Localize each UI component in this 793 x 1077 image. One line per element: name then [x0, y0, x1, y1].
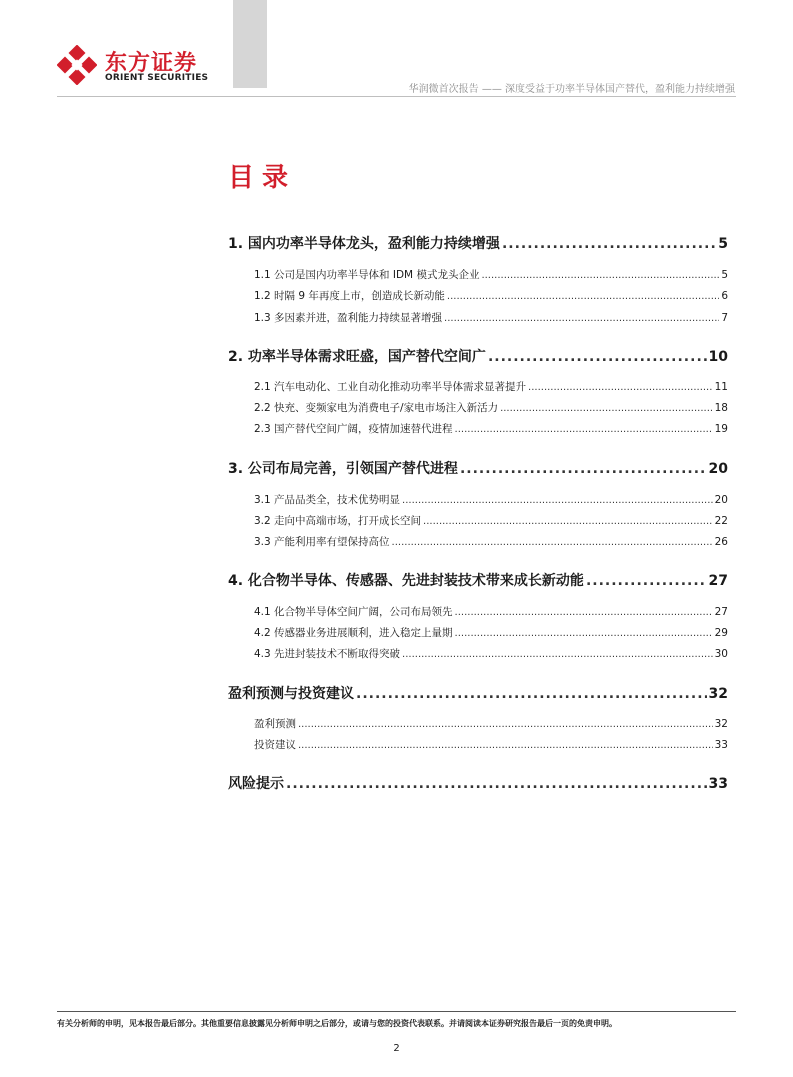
toc-entry-2-1[interactable]: [228, 379, 728, 394]
toc-leader-dots: [298, 740, 713, 751]
toc-entry-label: 1.2 时隔 9 年再度上市，创造成长新动能: [254, 290, 445, 302]
toc-entry-label: 3.1 产品品类全，技术优势明显: [254, 494, 401, 506]
toc-entry-page: 33: [714, 739, 728, 751]
toc-entry-1-3[interactable]: [228, 310, 728, 325]
toc-entry-4-2[interactable]: [228, 625, 728, 640]
toc-entry-page: 19: [714, 423, 728, 435]
toc-leader-dots: [455, 607, 713, 618]
toc-entry-label: 1.1 公司是国内功率半导体和 IDM 模式龙头企业: [254, 269, 480, 281]
header-divider: [57, 96, 736, 97]
toc-entry-page: 20: [714, 494, 728, 506]
toc-entry-page: 6: [721, 290, 728, 302]
toc-leader-dots: [500, 403, 713, 414]
toc-entry-label: 盈利预测与投资建议: [228, 686, 354, 702]
logo-english-name: ORIENT SECURITIES: [105, 73, 209, 83]
toc-entry-section-1[interactable]: [228, 233, 728, 253]
toc-entry-1-1[interactable]: [228, 267, 728, 282]
toc-leader-dots: [481, 270, 719, 281]
toc-entry-page: 5: [721, 269, 728, 281]
toc-entry-3-2[interactable]: [228, 513, 728, 528]
toc-entry-page: 5: [718, 236, 728, 252]
toc-entry-label: 2.2 快充、变频家电为消费电子/家电市场注入新活力: [254, 402, 499, 414]
toc-leader-dots: [402, 649, 713, 660]
toc-entry-label: 2. 功率半导体需求旺盛，国产替代空间广: [228, 349, 486, 365]
toc-entry-forecast[interactable]: [228, 716, 728, 731]
toc-entry-page: 26: [714, 536, 728, 548]
toc-entry-page: 10: [708, 349, 728, 365]
toc-entry-section-4[interactable]: [228, 570, 728, 590]
toc-entry-4-3[interactable]: [228, 646, 728, 661]
toc-leader-dots: [455, 628, 713, 639]
toc-entry-label: 2.1 汽车电动化、工业自动化推动功率半导体需求显著提升: [254, 381, 527, 393]
toc-entry-label: 4.2 传感器业务进展顺利，进入稳定上量期: [254, 627, 453, 639]
toc-entry-label: 4.1 化合物半导体空间广阔，公司布局领先: [254, 606, 453, 618]
toc-entry-label: 3.3 产能利用率有望保持高位: [254, 536, 390, 548]
toc-entry-2-3[interactable]: [228, 421, 728, 436]
toc-leader-dots: [423, 516, 713, 527]
toc-entry-label: 1.3 多因素并进，盈利能力持续显著增强: [254, 312, 443, 324]
toc-leader-dots: [586, 573, 707, 589]
footer-disclaimer: 有关分析师的申明，见本报告最后部分。其他重要信息披露见分析师申明之后部分，或请与您的投资代表联系。并请阅读本证券研究报告最后一页的免责申明。: [57, 1019, 617, 1028]
toc-entry-label: 投资建议: [254, 739, 296, 751]
toc-entry-label: 盈利预测: [254, 718, 296, 730]
toc-entry-page: 27: [708, 573, 728, 589]
toc-leader-dots: [298, 719, 713, 730]
toc-entry-label: 风险提示: [228, 776, 284, 792]
toc-leader-dots: [402, 495, 713, 506]
toc-entry-page: 18: [714, 402, 728, 414]
toc-entry-label: 1. 国内功率半导体龙头，盈利能力持续增强: [228, 236, 500, 252]
orient-logo-icon: [57, 45, 97, 85]
toc-entry-page: 11: [714, 381, 728, 393]
toc-entry-page: 32: [708, 686, 728, 702]
toc-entry-section-3[interactable]: [228, 458, 728, 478]
toc-leader-dots: [444, 313, 719, 324]
logo-chinese-name: 东方证券: [105, 51, 198, 76]
toc-leader-dots: [488, 349, 707, 365]
header-gray-band: [233, 0, 267, 88]
toc-entry-page: 27: [714, 606, 728, 618]
toc-entry-forecast-advice[interactable]: [228, 683, 728, 703]
toc-entry-page: 32: [714, 718, 728, 730]
toc-leader-dots: [460, 461, 707, 477]
toc-entry-page: 22: [714, 515, 728, 527]
toc-entry-3-3[interactable]: [228, 534, 728, 549]
toc-leader-dots: [356, 686, 707, 702]
toc-entry-2-2[interactable]: [228, 400, 728, 415]
toc-entry-3-1[interactable]: [228, 492, 728, 507]
toc-entry-4-1[interactable]: [228, 604, 728, 619]
toc-entry-label: 3.2 走向中高端市场，打开成长空间: [254, 515, 422, 527]
toc-leader-dots: [455, 424, 713, 435]
toc-entry-1-2[interactable]: [228, 288, 728, 303]
toc-entry-page: 20: [708, 461, 728, 477]
toc-leader-dots: [528, 382, 713, 393]
toc-entry-page: 29: [714, 627, 728, 639]
toc-entry-label: 4. 化合物半导体、传感器、先进封装技术带来成长新动能: [228, 573, 584, 589]
toc-title: 目录: [228, 163, 297, 193]
toc-entry-label: 2.3 国产替代空间广阔，疫情加速替代进程: [254, 423, 453, 435]
footer-divider: [57, 1011, 736, 1012]
toc-leader-dots: [447, 291, 719, 302]
page-number: 2: [393, 1043, 400, 1054]
toc-entry-label: 3. 公司布局完善，引领国产替代进程: [228, 461, 458, 477]
toc-leader-dots: [502, 236, 716, 252]
toc-entry-label: 4.3 先进封装技术不断取得突破: [254, 648, 401, 660]
toc-leader-dots: [392, 537, 713, 548]
toc-entry-advice[interactable]: [228, 737, 728, 752]
toc-entry-page: 30: [714, 648, 728, 660]
report-header-title: 华润微首次报告 —— 深度受益于功率半导体国产替代，盈利能力持续增强: [408, 84, 735, 95]
toc-entry-section-2[interactable]: [228, 346, 728, 366]
toc-entry-risk[interactable]: [228, 773, 728, 793]
toc-entry-page: 7: [721, 312, 728, 324]
toc-entry-page: 33: [708, 776, 728, 792]
toc-leader-dots: [286, 776, 707, 792]
